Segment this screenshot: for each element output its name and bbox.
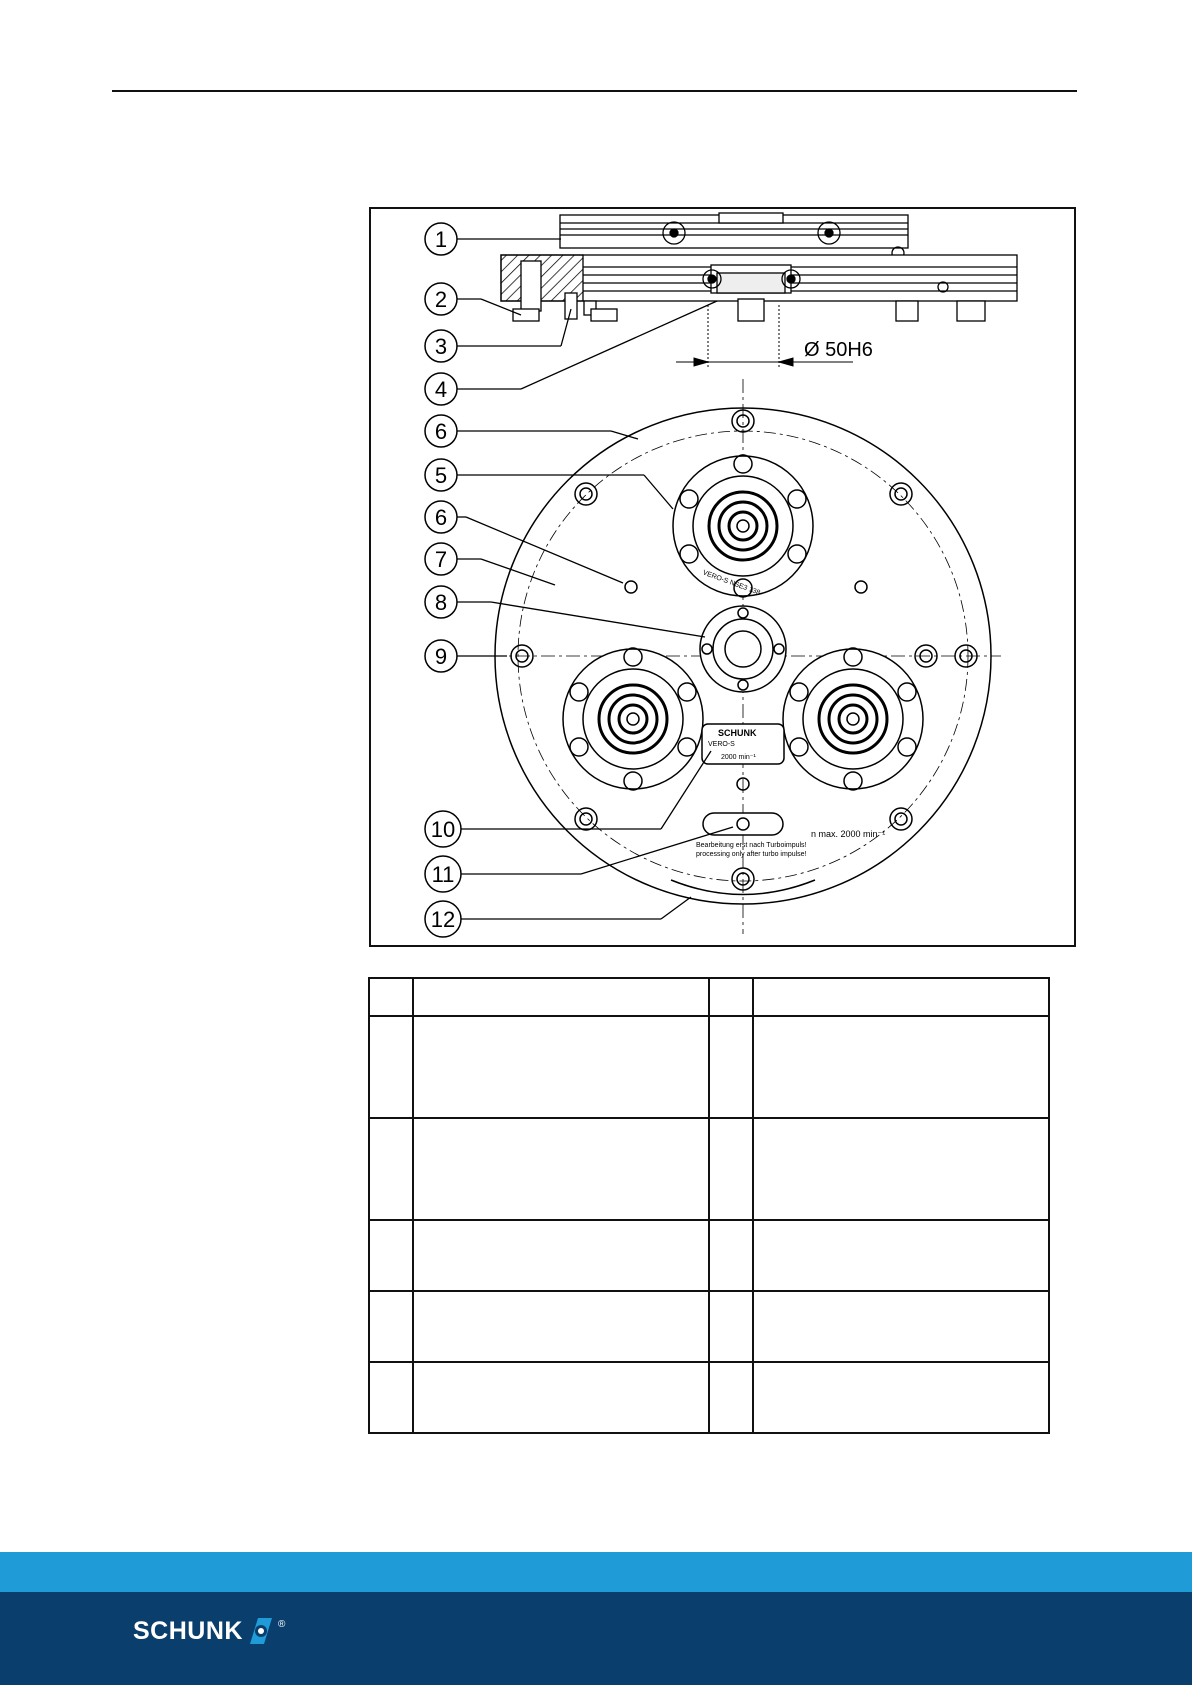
callout-6b: 6: [434, 505, 448, 530]
table-cell: [709, 1291, 753, 1362]
callout-6a: 6: [434, 419, 448, 444]
nameplate-model: VERO-S: [708, 741, 735, 748]
header-rule: [112, 90, 1077, 92]
table-cell: [709, 1118, 753, 1220]
logo-text: SCHUNK: [133, 1616, 243, 1645]
table-row: [369, 1291, 1049, 1362]
table-cell: [709, 1220, 753, 1291]
table-cell: [413, 1291, 709, 1362]
callout-1: 1: [434, 227, 448, 252]
module-label: VERO-S NSE3 138: [701, 569, 761, 597]
table-row: [369, 1016, 1049, 1118]
callout-7: 7: [434, 547, 448, 572]
table-cell: [753, 1362, 1049, 1433]
callout-2: 2: [434, 287, 448, 312]
table-row: [369, 978, 1049, 1016]
table-cell: [369, 1362, 413, 1433]
callout-9: 9: [434, 644, 448, 669]
table-cell: [369, 1118, 413, 1220]
side-view: [501, 213, 1017, 321]
table-cell: [753, 1016, 1049, 1118]
callout-10: 10: [430, 817, 456, 842]
nameplate-speed: 2000 min⁻¹: [721, 754, 756, 761]
speed-label: n max. 2000 min⁻¹: [811, 829, 886, 839]
callout-11: 11: [431, 862, 455, 887]
table-row: [369, 1220, 1049, 1291]
schunk-logo: [133, 1614, 285, 1648]
callout-3: 3: [434, 334, 448, 359]
callout-12: 12: [430, 907, 456, 932]
table-cell: [369, 978, 413, 1016]
callout-5: 5: [434, 463, 448, 488]
logo-swirl-icon: [246, 1614, 276, 1648]
drawing-svg: [371, 209, 1074, 945]
logo-registered-mark: ®: [277, 1618, 286, 1630]
table-cell: [369, 1016, 413, 1118]
table-cell: [413, 1220, 709, 1291]
table-cell: [413, 978, 709, 1016]
table-cell: [413, 1118, 709, 1220]
footer-band-light: [0, 1552, 1192, 1592]
table-cell: [369, 1220, 413, 1291]
table-cell: [709, 978, 753, 1016]
table-cell: [709, 1016, 753, 1118]
table-cell: [413, 1016, 709, 1118]
table-cell: [753, 1291, 1049, 1362]
table-cell: [753, 978, 1049, 1016]
table-cell: [709, 1362, 753, 1433]
table-cell: [413, 1362, 709, 1433]
table-cell: [753, 1220, 1049, 1291]
table-cell: [753, 1118, 1049, 1220]
warning-en: processing only after turbo impulse!: [696, 851, 807, 858]
nameplate-brand: SCHUNK: [718, 728, 757, 738]
technical-drawing: [369, 207, 1076, 947]
table-row: [369, 1362, 1049, 1433]
table-row: [369, 1118, 1049, 1220]
legend-table: [368, 977, 1050, 1434]
warning-de: Bearbeitung erst nach Turboimpuls!: [696, 842, 807, 849]
dimension-label: Ø 50H6: [804, 339, 873, 361]
callout-8: 8: [434, 590, 448, 615]
callout-4: 4: [434, 377, 448, 402]
table-cell: [369, 1291, 413, 1362]
